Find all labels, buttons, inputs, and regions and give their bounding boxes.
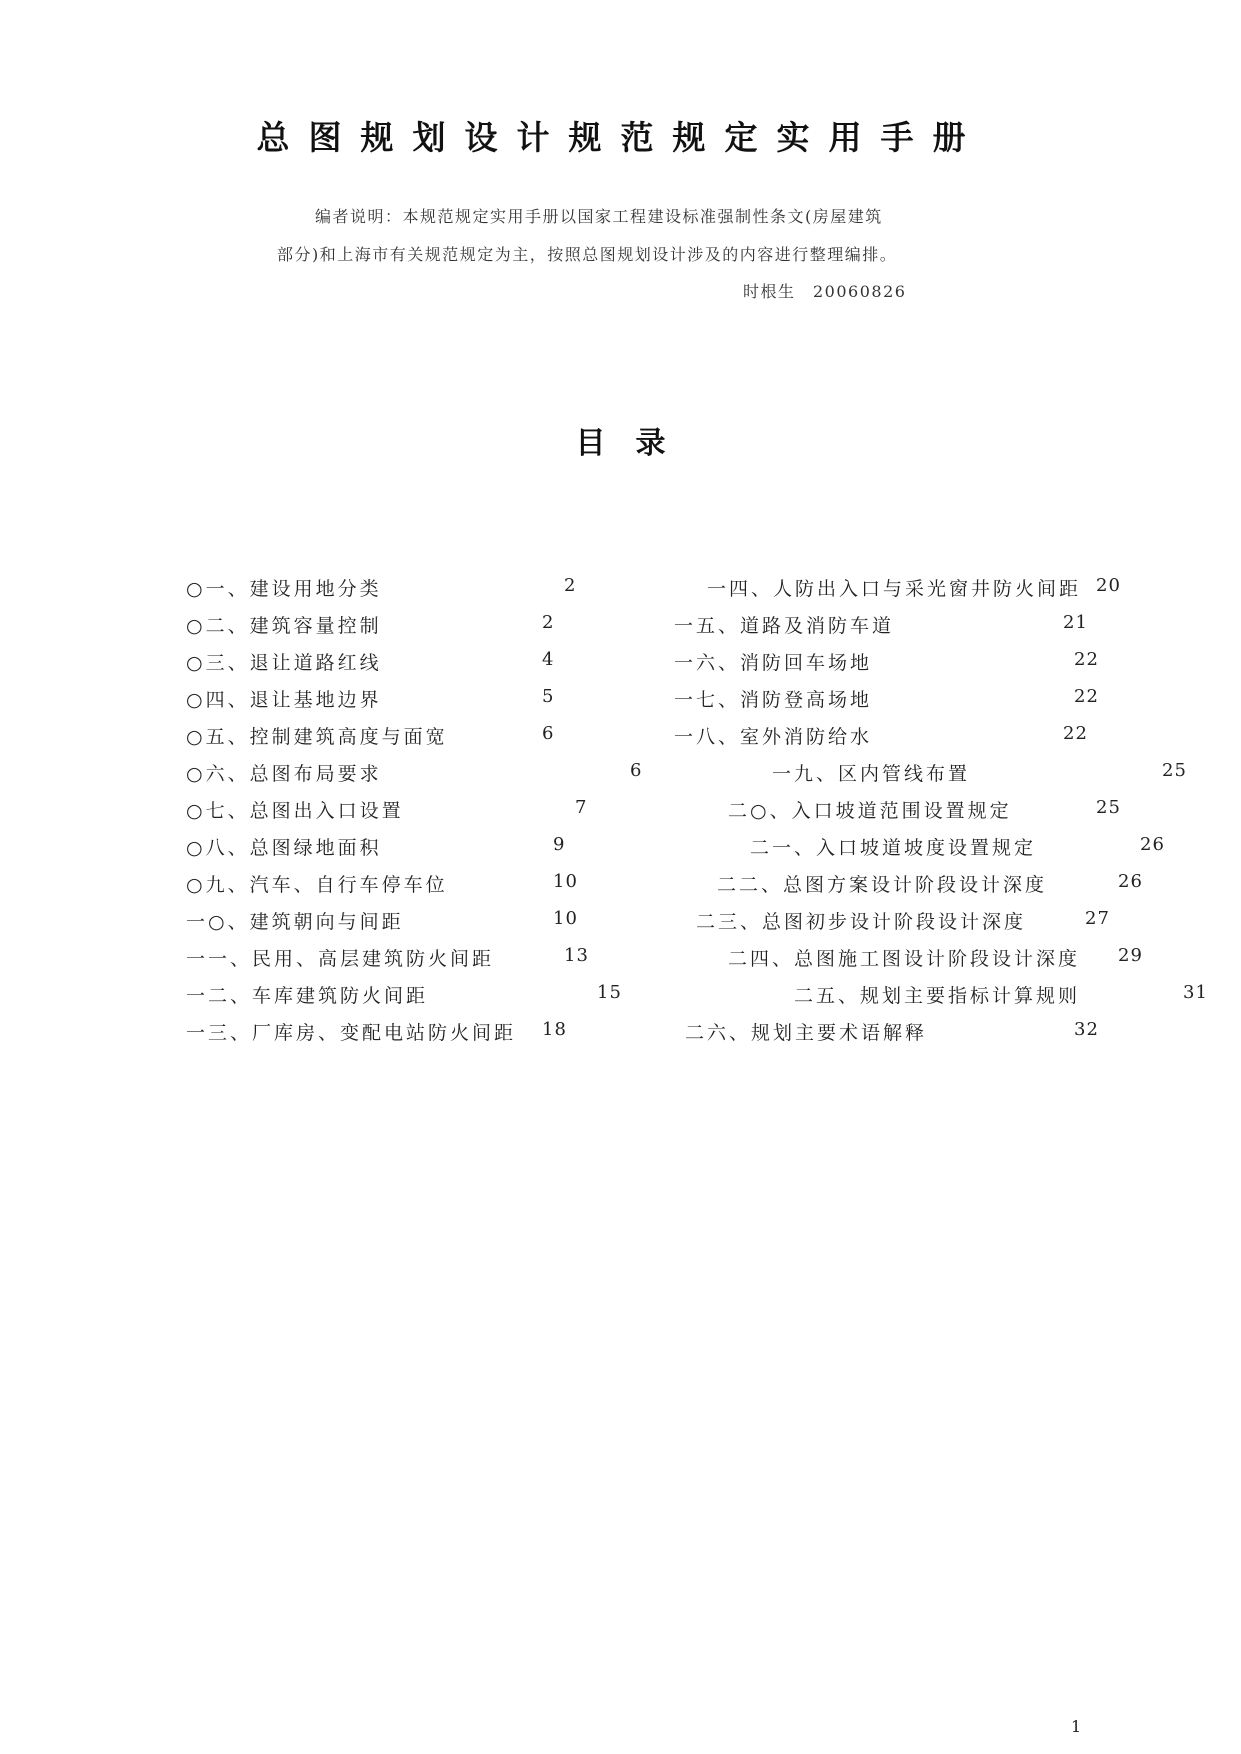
toc-item-label: ○一、建设用地分类 [186, 578, 382, 600]
toc-item-label: 一四、人防出入口与采光窗井防火间距 [707, 578, 1082, 600]
page-number: 1 [1071, 1717, 1082, 1736]
toc-item-page: 6 [542, 723, 555, 744]
document-title: 总图规划设计规范规定实用手册 [256, 118, 985, 157]
toc-item-page: 29 [1118, 945, 1143, 966]
toc-item-label: 二○、入口坡道范围设置规定 [728, 800, 1012, 822]
toc-item-page: 2 [542, 612, 555, 633]
toc-item-label: 二二、总图方案设计阶段设计深度 [717, 874, 1048, 896]
toc-item-page: 25 [1096, 797, 1121, 818]
toc-item-page: 18 [542, 1019, 567, 1040]
toc-item-page: 22 [1063, 723, 1088, 744]
toc-item-label: 一八、室外消防给水 [674, 726, 873, 748]
toc-item-page: 4 [542, 649, 555, 670]
toc-item-page: 25 [1162, 760, 1187, 781]
editor-note-line-2: 部分)和上海市有关规范规定为主，按照总图规划设计涉及的内容进行整理编排。 [277, 245, 898, 264]
toc-item-page: 10 [553, 908, 578, 929]
toc-item-page: 20 [1096, 575, 1121, 596]
toc-item-page: 32 [1074, 1019, 1099, 1040]
editor-note-line-1: 编者说明：本规范规定实用手册以国家工程建设标准强制性条文(房屋建筑 [315, 207, 883, 226]
toc-item-label: 一五、道路及消防车道 [674, 615, 895, 637]
toc-item-page: 22 [1074, 686, 1099, 707]
toc-item-label: 一三、厂库房、变配电站防火间距 [186, 1022, 517, 1044]
toc-item-label: 一七、消防登高场地 [674, 689, 873, 711]
toc-item-label: ○九、汽车、自行车停车位 [186, 874, 448, 896]
toc-item-page: 22 [1074, 649, 1099, 670]
toc-item-page: 6 [630, 760, 643, 781]
editor-signature: 时根生 20060826 [743, 282, 907, 301]
toc-item-label: 一○、建筑朝向与间距 [186, 911, 404, 933]
toc-item-page: 27 [1085, 908, 1110, 929]
toc-item-label: 二一、入口坡道坡度设置规定 [750, 837, 1037, 859]
toc-item-label: ○七、总图出入口设置 [186, 800, 404, 822]
toc-item-label: ○五、控制建筑高度与面宽 [186, 726, 448, 748]
toc-item-page: 2 [564, 575, 577, 596]
toc-item-page: 31 [1183, 982, 1208, 1003]
toc-item-page: 5 [542, 686, 555, 707]
toc-item-label: ○二、建筑容量控制 [186, 615, 382, 637]
toc-item-label: 二三、总图初步设计阶段设计深度 [696, 911, 1027, 933]
toc-item-label: 一一、民用、高层建筑防火间距 [186, 948, 495, 970]
toc-item-page: 21 [1063, 612, 1088, 633]
toc-item-label: ○八、总图绿地面积 [186, 837, 382, 859]
toc-item-label: ○六、总图布局要求 [186, 763, 382, 785]
toc-item-page: 15 [597, 982, 622, 1003]
toc-item-page: 26 [1140, 834, 1165, 855]
toc-item-label: 二六、规划主要术语解释 [685, 1022, 928, 1044]
toc-item-page: 10 [553, 871, 578, 892]
toc-heading: 目 录 [575, 426, 666, 461]
toc-item-label: ○三、退让道路红线 [186, 652, 382, 674]
toc-item-page: 9 [553, 834, 566, 855]
toc-item-page: 13 [564, 945, 589, 966]
toc-item-page: 26 [1118, 871, 1143, 892]
toc-item-label: 一六、消防回车场地 [674, 652, 873, 674]
toc-item-label: 一二、车库建筑防火间距 [186, 985, 429, 1007]
toc-item-label: 二五、规划主要指标计算规则 [794, 985, 1081, 1007]
toc-item-label: ○四、退让基地边界 [186, 689, 382, 711]
toc-item-label: 二四、总图施工图设计阶段设计深度 [728, 948, 1081, 970]
toc-item-label: 一九、区内管线布置 [772, 763, 971, 785]
toc-item-page: 7 [575, 797, 588, 818]
